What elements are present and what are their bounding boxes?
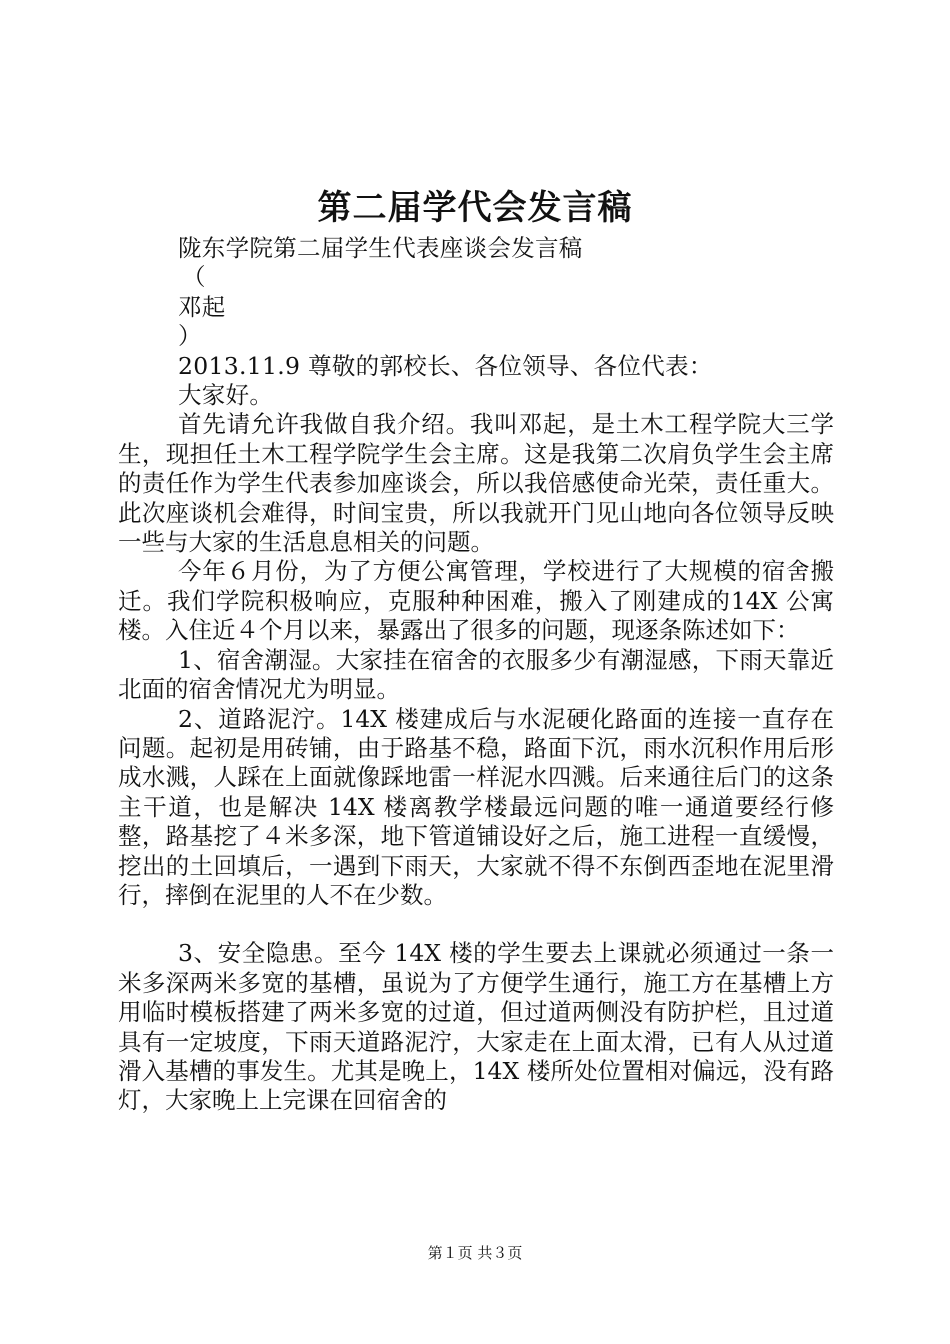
paren-open: （ bbox=[182, 263, 206, 292]
date-greeting: 2013.11.9 尊敬的郭校长、各位领导、各位代表： bbox=[178, 351, 713, 380]
paragraph-safety: 3、安全隐患。至今 14X 楼的学生要去上课就必须通过一条一米多深两米多宽的基槽，虽说为了方便学生通行，施工方在基槽上方用临时模板搭建了两米多宽的过道，但过道两侧没有防护栏，且过道具有一定坡度，下雨天道路泥泞，大家走在上面太滑，已有人从过道滑入基槽的事发生。尤其是晚上，14X 楼所处位置相对偏远，没有路灯，大家晚上上完课在回宿舍的 bbox=[118, 939, 834, 1115]
author-name: 邓起 bbox=[178, 292, 226, 321]
page-footer: 第１页 共３页 bbox=[427, 1244, 523, 1262]
document-title: 第二届学代会发言稿 bbox=[317, 188, 633, 228]
paragraph-relocation: 今年６月份，为了方便公寓管理，学校进行了大规模的宿舍搬迁。我们学院积极响应，克服种种困难，搬入了刚建成的14X 公寓楼。入住近４个月以来，暴露出了很多的问题，现逐条陈述如下： bbox=[118, 557, 834, 645]
hello-line: 大家好。 bbox=[178, 381, 274, 410]
paragraph-gap bbox=[118, 910, 834, 939]
paragraph-humidity: 1、宿舍潮湿。大家挂在宿舍的衣服多少有潮湿感，下雨天靠近北面的宿舍情况尤为明显。 bbox=[118, 645, 834, 704]
speech-subtitle: 陇东学院第二届学生代表座谈会发言稿 bbox=[178, 234, 583, 262]
paren-close: ） bbox=[178, 322, 202, 351]
paragraph-muddy-road: 2、道路泥泞。14X 楼建成后与水泥硬化路面的连接一直存在问题。起初是用砖铺，由于路基不稳，路面下沉，雨水沉积作用后形成水溅，人踩在上面就像踩地雷一样泥水四溅。后来通往后门的这条主干道，也是解决 14X 楼离教学楼最远问题的唯一通道要经行修整，路基挖了４米多深，地下管道铺设好之后，施工进程一直缓慢，挖出的土回填后，一遇到下雨天，大家就不得不东倒西歪地在泥里滑行，摔倒在泥里的人不在少数。 bbox=[118, 704, 834, 909]
document-body bbox=[118, 234, 834, 1116]
paragraph-introduction: 首先请允许我做自我介绍。我叫邓起，是土木工程学院大三学生，现担任土木工程学院学生会主席。这是我第二次肩负学生会主席的责任作为学生代表参加座谈会，所以我倍感使命光荣，责任重大。此次座谈机会难得，时间宝贵，所以我就开门见山地向各位领导反映一些与大家的生活息息相关的问题。 bbox=[118, 410, 834, 557]
